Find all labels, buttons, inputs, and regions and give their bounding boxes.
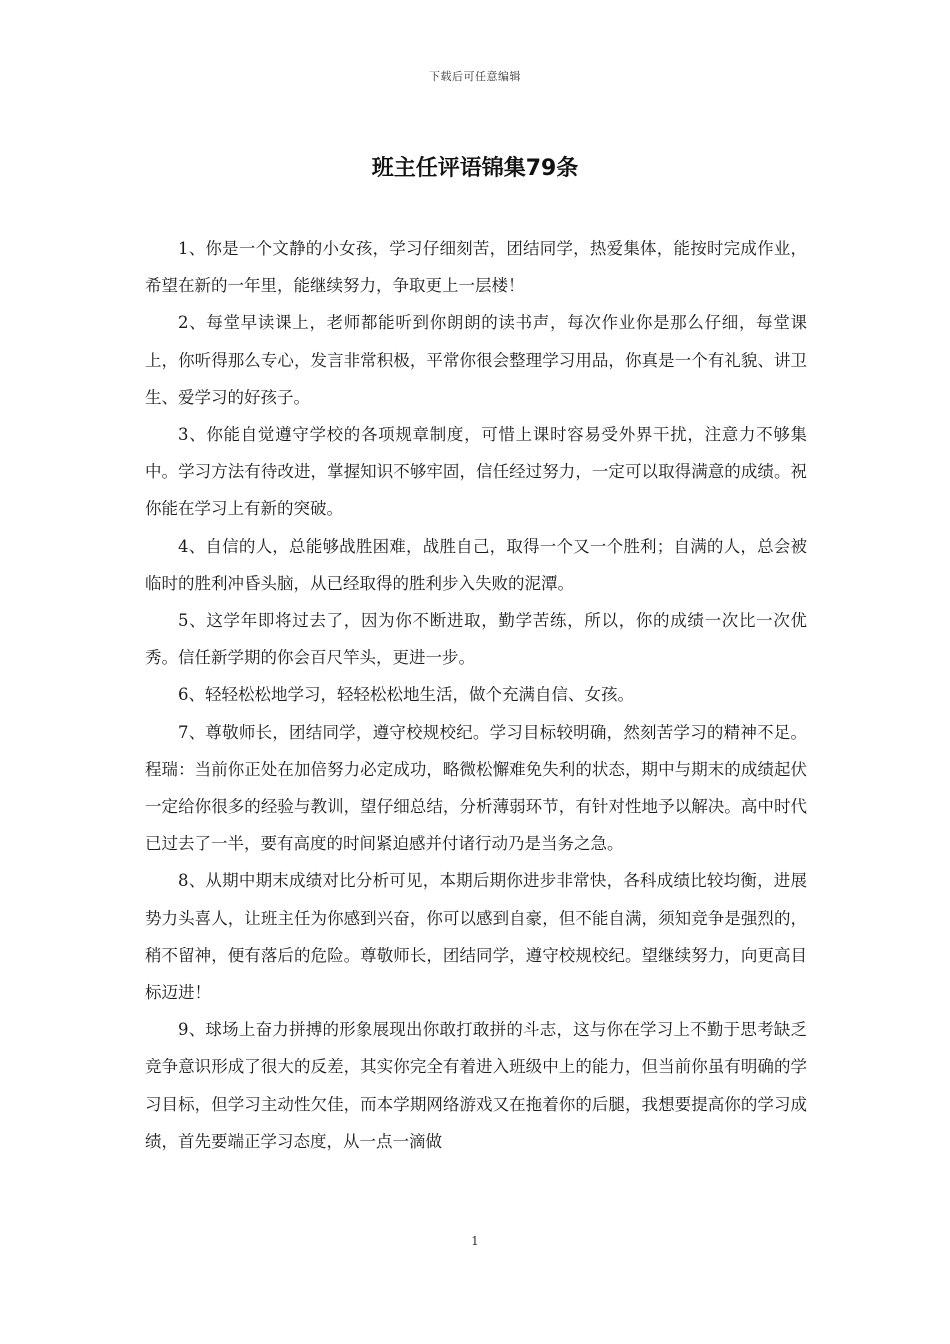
document-body — [145, 230, 807, 1160]
paragraph-7: 7、尊敬师长，团结同学，遵守校规校纪。学习目标较明确，然刻苦学习的精神不足。程瑞：当前你正处在加倍努力必定成功，略微松懈难免失利的状态，期中与期末的成绩起伏一定给你很多的经验与教训，望仔细总结，分析薄弱环节，有针对性地予以解决。高中时代已过去了一半，要有高度的时间紧迫感并付诸行动乃是当务之急。 — [145, 722, 807, 854]
paragraph-1: 1、你是一个文静的小女孩，学习仔细刻苦，团结同学，热爱集体，能按时完成作业，希望在新的一年里，能继续努力，争取更上一层楼！ — [145, 239, 807, 296]
paragraph-3: 3、你能自觉遵守学校的各项规章制度，可惜上课时容易受外界干扰，注意力不够集中。学习方法有待改进，掌握知识不够牢固，信任经过努力，一定可以取得满意的成绩。祝你能在学习上有新的突破。 — [145, 425, 807, 519]
paragraph-9: 9、球场上奋力拼搏的形象展现出你敢打敢拼的斗志，这与你在学习上不勤于思考缺乏竞争意识形成了很大的反差，其实你完全有着进入班级中上的能力，但当前你虽有明确的学习目标，但学习主动性欠佳，而本学期网络游戏又在拖着你的后腿，我想要提高你的学习成绩，首先要端正学习态度，从一点一滴做 — [145, 1020, 807, 1151]
page-header-note: 下载后可任意编辑 — [429, 70, 521, 83]
paragraph-6: 6、轻轻松松地学习，轻轻松松地生活，做个充满自信、女孩。 — [178, 685, 634, 705]
page-number: 1 — [471, 1234, 479, 1248]
paragraph-5: 5、这学年即将过去了，因为你不断进取，勤学苦练，所以，你的成绩一次比一次优秀。信任新学期的你会百尺竿头，更进一步。 — [145, 611, 807, 668]
paragraph-8: 8、从期中期末成绩对比分析可见，本期后期你进步非常快，各科成绩比较均衡，进展势力头喜人，让班主任为你感到兴奋，你可以感到自豪，但不能自满，须知竞争是强烈的，稍不留神，便有落后的危险。尊敬师长，团结同学，遵守校规校纪。望继续努力，向更高目标迈进！ — [145, 871, 807, 1003]
document-title: 班主任评语锦集79条 — [371, 156, 579, 181]
paragraph-4: 4、自信的人，总能够战胜困难，战胜自己，取得一个又一个胜利；自满的人，总会被临时的胜利冲昏头脑，从已经取得的胜利步入失败的泥潭。 — [145, 536, 807, 593]
paragraph-2: 2、每堂早读课上，老师都能听到你朗朗的读书声，每次作业你是那么仔细，每堂课上，你听得那么专心，发言非常积极，平常你很会整理学习用品，你真是一个有礼貌、讲卫生、爱学习的好孩子。 — [145, 313, 807, 407]
